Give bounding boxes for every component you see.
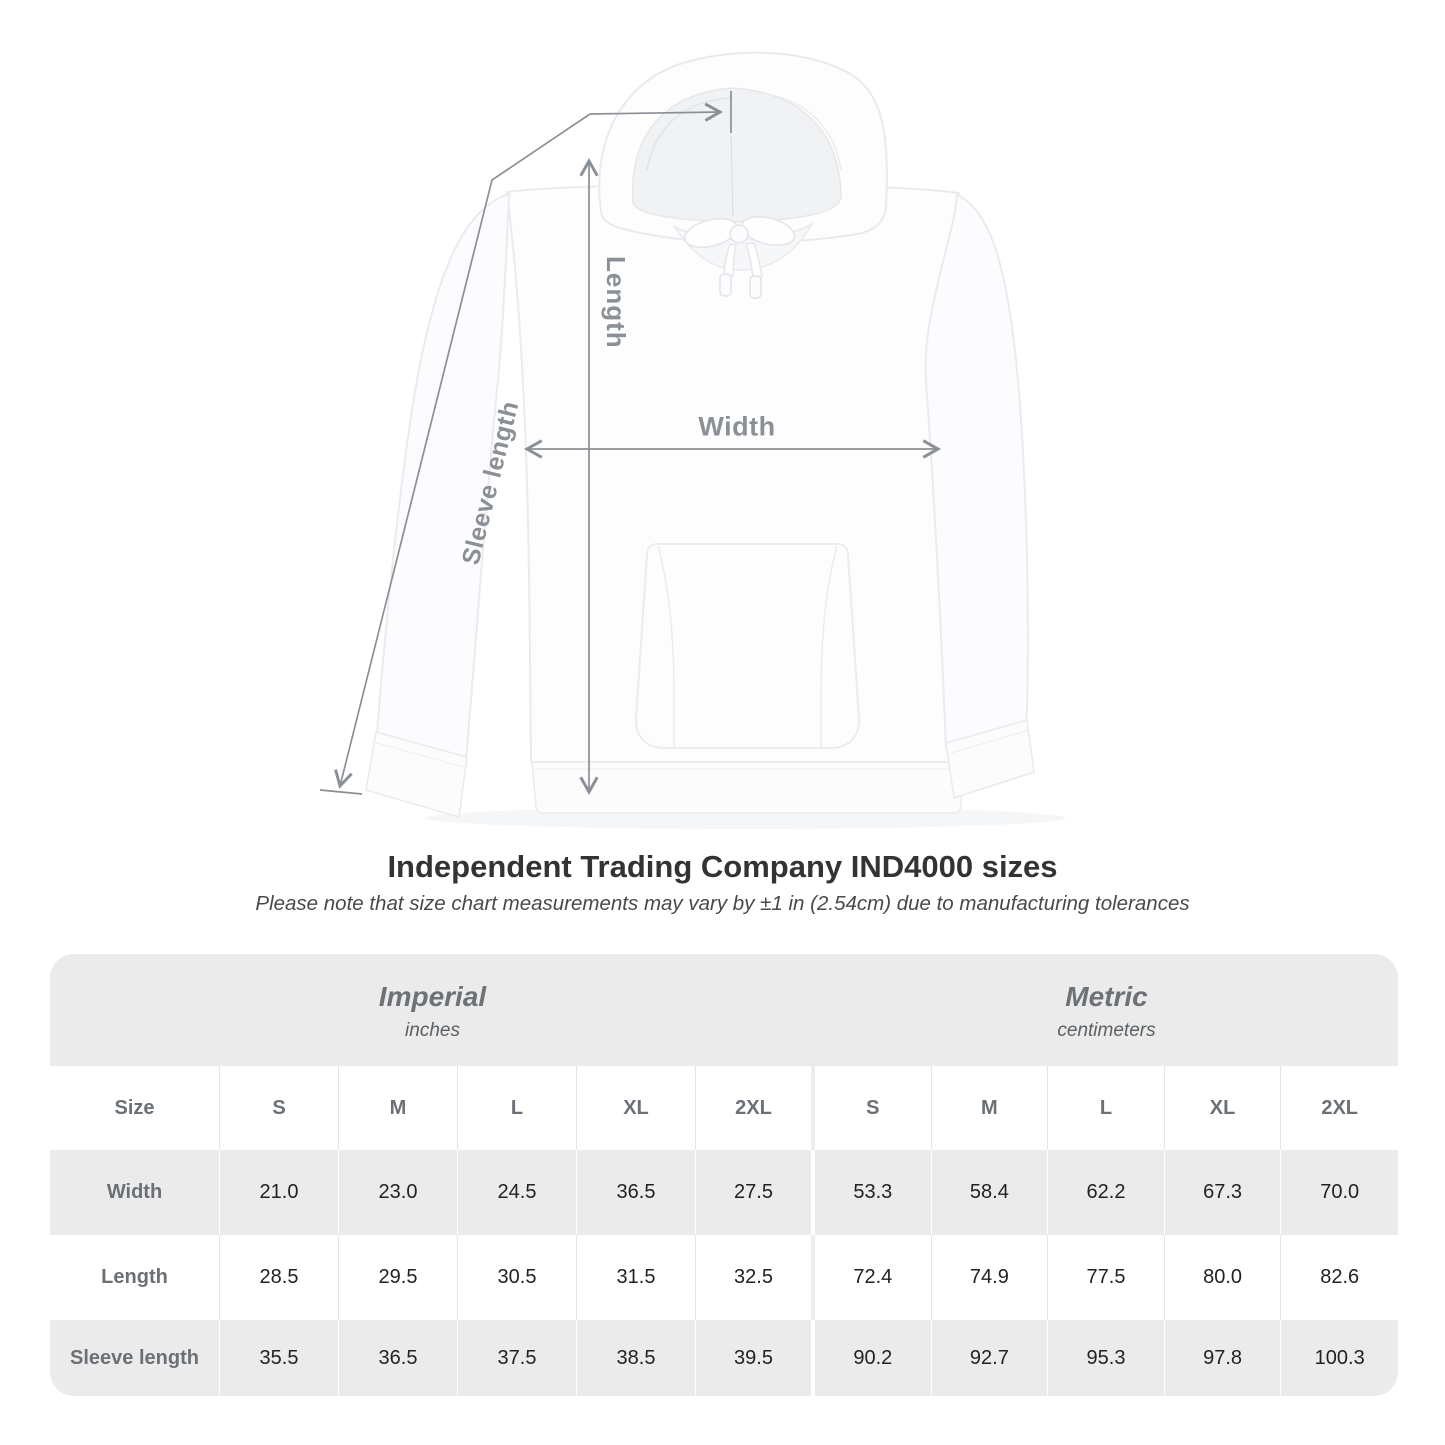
width-row [50, 1150, 1398, 1235]
metric-size-2xl: 2XL [1321, 1096, 1359, 1119]
value-cell: 32.5 [696, 1235, 815, 1320]
value-cell: 92.7 [932, 1320, 1049, 1396]
tolerance-note: Please note that size chart measurements may vary by ±1 in (2.54cm) due to manufacturing tolerances [255, 892, 1190, 915]
value-cell: 27.5 [696, 1150, 815, 1235]
metric-size-l: L [1048, 1066, 1165, 1150]
value-cell: 38.5 [577, 1320, 696, 1396]
unit-header-band [50, 954, 1398, 1066]
length-measure-label: Length [601, 256, 631, 349]
value-cell: 62.2 [1048, 1150, 1165, 1235]
imperial-header [50, 954, 815, 1066]
value-cell: 39.5 [696, 1320, 815, 1396]
metric-size-m: M [932, 1066, 1049, 1150]
imperial-size-2xl: 2XL [696, 1066, 815, 1150]
size-table [50, 954, 1398, 1396]
kangaroo-pocket [636, 544, 859, 748]
imperial-size-xl: XL [577, 1066, 696, 1150]
value-cell: 28.5 [220, 1235, 339, 1320]
bow-knot [730, 225, 748, 243]
value-cell: 80.0 [1165, 1235, 1282, 1320]
imperial-unit: inches [405, 1020, 460, 1042]
value-cell: 77.5 [1048, 1235, 1165, 1320]
row-label-length: Length [50, 1235, 220, 1320]
value-cell: 35.5 [220, 1320, 339, 1396]
metric-unit: centimeters [1057, 1020, 1156, 1042]
sleeve-length-measure-label: Sleeve length [456, 398, 525, 568]
size-header-row [50, 1066, 1398, 1150]
metric-size-s: S [815, 1066, 932, 1150]
width-measure-label: Width [698, 411, 776, 442]
imperial-size-s: S [220, 1066, 339, 1150]
value-cell: 24.5 [458, 1150, 577, 1235]
value-cell: 82.6 [1320, 1266, 1360, 1288]
metric-size-xl: XL [1165, 1066, 1282, 1150]
row-label-sleeve-length: Sleeve length [50, 1320, 220, 1396]
sleeve-length-row [50, 1320, 1398, 1396]
value-cell: 74.9 [932, 1235, 1049, 1320]
value-cell: 97.8 [1165, 1320, 1282, 1396]
imperial-size-l: L [458, 1066, 577, 1150]
value-cell: 36.5 [339, 1320, 458, 1396]
value-cell: 36.5 [577, 1150, 696, 1235]
metric-label: Metric [1065, 980, 1148, 1012]
value-cell: 100.3 [1314, 1346, 1365, 1369]
value-cell: 31.5 [577, 1235, 696, 1320]
value-cell: 21.0 [220, 1150, 339, 1235]
aglet-left [720, 274, 731, 296]
value-cell: 58.4 [932, 1150, 1049, 1235]
value-cell: 67.3 [1165, 1150, 1282, 1235]
page-title: Independent Trading Company IND4000 sizes [387, 849, 1058, 884]
value-cell: 37.5 [458, 1320, 577, 1396]
value-cell: 72.4 [815, 1235, 932, 1320]
length-row [50, 1235, 1398, 1320]
value-cell: 29.5 [339, 1235, 458, 1320]
value-cell: 70.0 [1320, 1181, 1360, 1203]
value-cell: 90.2 [815, 1320, 932, 1396]
value-cell: 95.3 [1048, 1320, 1165, 1396]
sleeve-end-tick [320, 790, 362, 794]
hoodie-size-diagram [270, 20, 1120, 840]
imperial-size-m: M [339, 1066, 458, 1150]
value-cell: 53.3 [815, 1150, 932, 1235]
value-cell: 30.5 [458, 1235, 577, 1320]
row-label-width: Width [50, 1150, 220, 1235]
imperial-label: Imperial [378, 980, 487, 1012]
size-column-header: Size [50, 1066, 220, 1150]
aglet-right [750, 276, 761, 298]
value-cell: 23.0 [339, 1150, 458, 1235]
metric-header [815, 954, 1398, 1066]
